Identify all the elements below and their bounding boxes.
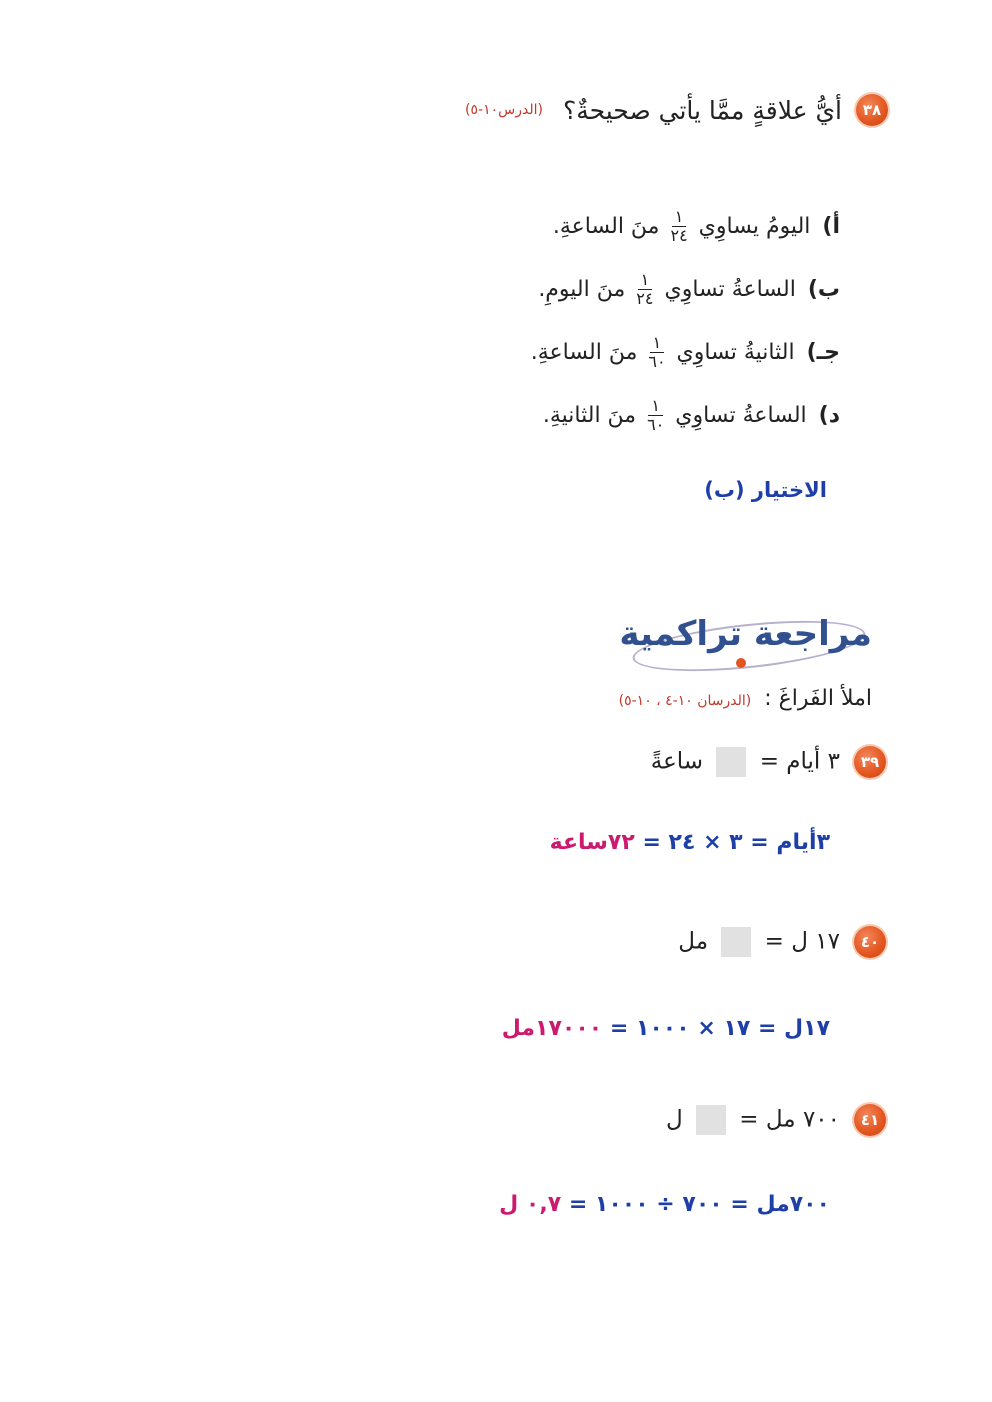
problem-number-badge: ٣٩ [854,746,886,778]
option-d [500,384,840,447]
problem-expression [651,747,840,777]
problem-39 [651,746,886,778]
solution-40 [502,1016,830,1041]
option-b [500,258,840,321]
solution-39 [550,830,830,855]
solution-result: ٠,٧ ل [499,1192,562,1217]
option-text-before: الثانيةُ تساوِي [676,340,795,365]
blank-box [696,1105,726,1135]
expression-left: ٣ أيام = [759,748,840,775]
fraction-numerator: ١ [672,208,687,227]
fraction [667,208,690,245]
option-letter: د) [818,403,840,428]
fraction-denominator: ٢٤ [636,289,654,308]
solution-work: ٣أيام = ٣ × ٢٤ = [642,830,830,855]
option-text-before: الساعةُ تساوِي [664,277,796,302]
problem-number-badge: ٤١ [854,1104,886,1136]
question-number-badge: ٣٨ [856,94,888,126]
question-38-header [465,94,888,126]
fraction [645,334,668,371]
title-dot-decoration [736,658,746,668]
option-text-before: اليومُ يساوِي [698,214,811,239]
option-letter: جـ) [806,340,840,365]
problem-expression [666,1105,840,1135]
solution-result: ١٧٠٠٠مل [501,1016,603,1041]
lesson-reference: (الدرس١٠-٥) [465,102,543,118]
fraction [633,271,656,308]
section-title [612,612,872,672]
section-title-text: مراجعة تراكمية [619,614,872,654]
expression-right: ساعةً [650,748,704,775]
option-text-after: منَ الساعةِ. [530,340,638,365]
option-a [500,195,840,258]
problem-number-badge: ٤٠ [854,926,886,958]
instruction-text: املأ الفَراغَ : [764,686,872,711]
option-text-after: منَ الساعةِ. [552,214,660,239]
fraction-denominator: ٦٠ [647,415,665,434]
blank-box [721,927,751,957]
option-c [500,321,840,384]
option-letter: ب) [807,277,840,302]
answer-choice: الاختيار (ب) [704,478,827,502]
fraction [644,397,667,434]
fraction-denominator: ٢٤ [670,226,688,245]
solution-41 [499,1192,830,1217]
blank-box [716,747,746,777]
fraction-denominator: ٦٠ [648,352,666,371]
solution-result: ٧٢ساعة [549,830,635,855]
question-text: أيُّ علاقةٍ ممَّا يأتي صحيحةٌ؟ [562,95,842,125]
instruction [619,686,872,711]
expression-right: مل [678,928,709,955]
problem-expression [678,927,840,957]
problem-40 [678,926,886,958]
expression-right: ل [665,1106,683,1133]
option-text-after: منَ اليومِ. [538,277,626,302]
solution-work: ١٧ل = ١٧ × ١٠٠٠ = [609,1016,830,1041]
option-letter: أ) [822,214,840,239]
expression-left: ٧٠٠ مل = [739,1106,840,1133]
fraction-numerator: ١ [650,334,665,353]
solution-work: ٧٠٠مل = ٧٠٠ ÷ ١٠٠٠ = [568,1192,830,1217]
expression-left: ١٧ ل = [764,928,840,955]
lesson-reference: (الدرسان ١٠-٤ ، ١٠-٥) [618,693,752,709]
option-text-after: منَ الثانيةِ. [542,403,637,428]
answer-options [500,195,840,447]
problem-41 [666,1104,886,1136]
option-text-before: الساعةُ تساوِي [675,403,807,428]
fraction-numerator: ١ [638,271,653,290]
fraction-numerator: ١ [648,397,663,416]
